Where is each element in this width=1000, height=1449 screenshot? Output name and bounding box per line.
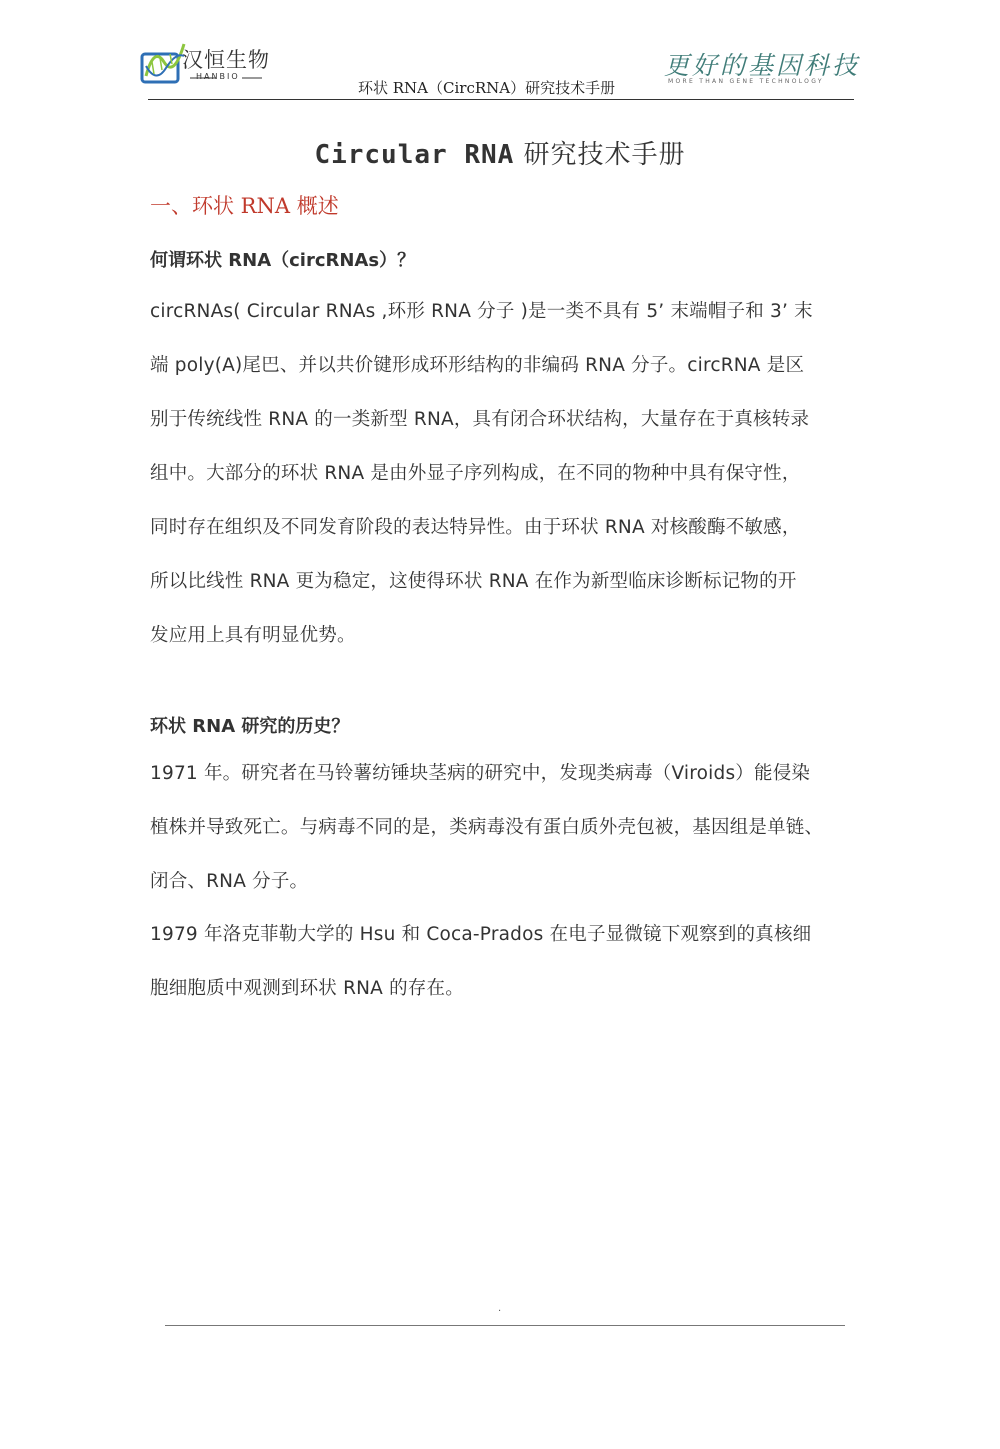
header-divider — [148, 99, 854, 100]
paragraph-line: 所以比线性 RNA 更为稳定，这使得环状 RNA 在作为新型临床诊断标记物的开 — [150, 571, 797, 592]
title-cjk: 研究技术手册 — [523, 140, 686, 170]
paragraph-line: 发应用上具有明显优势。 — [150, 625, 356, 646]
paragraph-history-1979 — [150, 908, 850, 1016]
paragraph-line: 别于传统线性 RNA 的一类新型 RNA，具有闭合环状结构，大量存在于真核转录 — [150, 409, 810, 430]
paragraph-line: 1979 年洛克菲勒大学的 Hsu 和 Coca-Prados 在电子显微镜下观察到的真核细 — [150, 924, 812, 945]
paragraph-line: 同时存在组织及不同发育阶段的表达特异性。由于环状 RNA 对核酸酶不敏感， — [150, 517, 801, 538]
paragraph-line: 组中。大部分的环状 RNA 是由外显子序列构成，在不同的物种中具有保守性， — [150, 463, 801, 484]
slogan-subtitle: MORE THAN GENE TECHNOLOGY — [668, 78, 824, 85]
paragraph-overview — [150, 285, 850, 663]
logo-subtitle: HANBIO — [196, 72, 240, 81]
title-latin: Circular RNA — [314, 140, 515, 170]
paragraph-line: 闭合、RNA 分子。 — [150, 871, 309, 892]
paragraph-line: circRNAs( Circular RNAs ,环形 RNA 分子 )是一类不具有 5’ 末端帽子和 3’ 末 — [150, 301, 813, 322]
question-heading: 环状 RNA 研究的历史？ — [150, 716, 350, 737]
paragraph-line: 胞细胞质中观测到环状 RNA 的存在。 — [150, 978, 464, 999]
running-title: 环状 RNA（CircRNA）研究技术手册 — [358, 79, 616, 97]
logo-name: 汉恒生物 — [182, 48, 270, 72]
document-title — [0, 134, 1000, 171]
slogan: 更好的基因科技 — [664, 51, 861, 80]
paragraph-history — [150, 747, 850, 909]
page-header — [0, 0, 1000, 105]
paragraph-line: 1971 年。研究者在马铃薯纺锤块茎病的研究中，发现类病毒（Viroids）能侵染 — [150, 763, 811, 784]
footer-divider — [165, 1325, 845, 1326]
section-heading: 一、环状 RNA 概述 — [150, 194, 339, 218]
question-heading: 何谓环状 RNA（circRNAs）？ — [150, 250, 416, 271]
paragraph-line: 植株并导致死亡。与病毒不同的是，类病毒没有蛋白质外壳包被，基因组是单链、 — [150, 817, 824, 838]
page-mark: . — [498, 1303, 502, 1314]
paragraph-line: 端 poly(A)尾巴、并以共价键形成环形结构的非编码 RNA 分子。circRNA 是区 — [150, 355, 805, 376]
